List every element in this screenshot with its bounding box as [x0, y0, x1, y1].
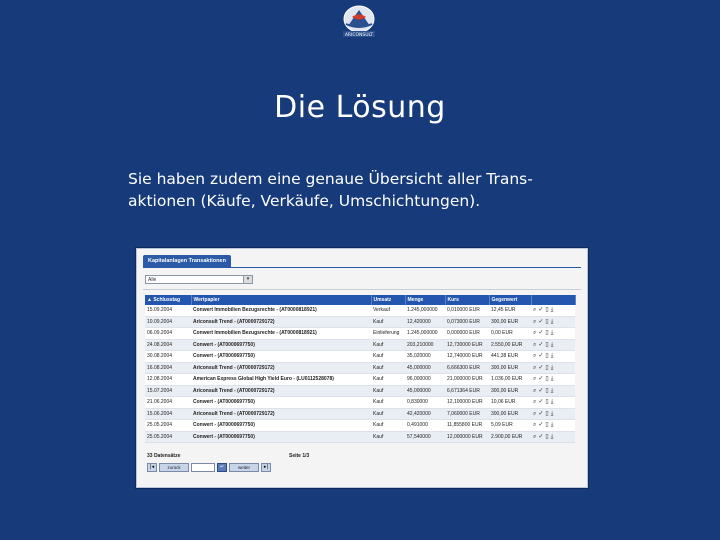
- logo-text: ARICONSULT: [344, 33, 374, 38]
- cell-value: 300,00 EUR: [489, 385, 531, 397]
- document-icon[interactable]: ▯: [545, 433, 549, 440]
- document-icon[interactable]: ▯: [545, 376, 549, 383]
- cell-date: 15.06.2004: [145, 408, 191, 420]
- cell-price: 7,060000 EUR: [445, 408, 489, 420]
- table-row[interactable]: [145, 328, 575, 340]
- document-icon[interactable]: ▯: [545, 422, 549, 429]
- cell-quantity: 42,420000: [405, 408, 445, 420]
- column-header-wertpapier[interactable]: Wertpapier: [191, 295, 371, 305]
- filter-select[interactable]: [145, 275, 253, 284]
- cell-type: Verkauf: [371, 305, 405, 316]
- download-icon[interactable]: ⤓: [550, 376, 554, 383]
- last-page-button[interactable]: ▸|: [261, 463, 271, 472]
- cell-date: 30.08.2004: [145, 351, 191, 363]
- check-icon[interactable]: ✓: [538, 353, 544, 360]
- ariconsult-logo: [334, 4, 384, 40]
- table-row[interactable]: [145, 316, 575, 328]
- magnifier-icon[interactable]: ⌕: [533, 399, 537, 406]
- column-header-actions: [531, 295, 575, 305]
- column-header-kurs[interactable]: Kurs: [445, 295, 489, 305]
- check-icon[interactable]: ✓: [538, 410, 544, 417]
- document-icon[interactable]: ▯: [545, 410, 549, 417]
- magnifier-icon[interactable]: ⌕: [533, 341, 537, 348]
- cell-price: 11,855800 EUR: [445, 420, 489, 432]
- download-icon[interactable]: ⤓: [550, 353, 554, 360]
- cell-type: Kauf: [371, 362, 405, 374]
- document-icon[interactable]: ▯: [545, 307, 549, 314]
- magnifier-icon[interactable]: ⌕: [533, 376, 537, 383]
- cell-quantity: 203,210000: [405, 339, 445, 351]
- cell-price: 12,000000 EUR: [445, 431, 489, 443]
- chevron-down-icon[interactable]: ▾: [243, 276, 252, 283]
- cell-actions: [531, 420, 575, 432]
- table-row[interactable]: [145, 339, 575, 351]
- cell-type: Kauf: [371, 316, 405, 328]
- cell-price: 12,100000 EUR: [445, 397, 489, 409]
- cell-quantity: 96,000000: [405, 374, 445, 386]
- cell-price: 12,740000 EUR: [445, 351, 489, 363]
- slide-text-line-1: Sie haben zudem eine genaue Übersicht aller Trans-: [128, 170, 533, 188]
- cell-type: Kauf: [371, 420, 405, 432]
- cell-price: 21,000000 EUR: [445, 374, 489, 386]
- cell-security: Conwert - (AT0000697750): [191, 339, 371, 351]
- cell-date: 10.09.2004: [145, 316, 191, 328]
- cell-quantity: 1.245,000000: [405, 328, 445, 340]
- document-icon[interactable]: ▯: [545, 330, 549, 337]
- download-icon[interactable]: ⤓: [550, 422, 554, 429]
- divider: [143, 289, 581, 290]
- cell-value: 2.550,00 EUR: [489, 339, 531, 351]
- check-icon[interactable]: ✓: [538, 341, 544, 348]
- transactions-table: [145, 295, 576, 443]
- cell-date: 15.09.2004: [145, 305, 191, 316]
- cell-security: Ariconsult Trend - (AT0000729172): [191, 362, 371, 374]
- cell-actions: [531, 374, 575, 386]
- cell-quantity: 35,020000: [405, 351, 445, 363]
- column-header-menge[interactable]: Menge: [405, 295, 445, 305]
- cell-type: Kauf: [371, 351, 405, 363]
- table-header-row: [145, 295, 575, 305]
- cell-type: Kauf: [371, 408, 405, 420]
- table-row[interactable]: [145, 420, 575, 432]
- table-row[interactable]: [145, 305, 575, 316]
- document-icon[interactable]: ▯: [545, 318, 549, 325]
- cell-security: Ariconsult Trend - (AT0000729172): [191, 316, 371, 328]
- transactions-screenshot: [136, 248, 588, 488]
- cell-security: Ariconsult Trend - (AT0000729172): [191, 385, 371, 397]
- magnifier-icon[interactable]: ⌕: [533, 387, 537, 394]
- page-indicator: Seite 1/3: [289, 453, 310, 459]
- cell-actions: [531, 305, 575, 316]
- magnifier-icon[interactable]: ⌕: [533, 433, 537, 440]
- document-icon[interactable]: ▯: [545, 399, 549, 406]
- check-icon[interactable]: ✓: [538, 330, 544, 337]
- download-icon[interactable]: ⤓: [550, 410, 554, 417]
- cell-value: 12,45 EUR: [489, 305, 531, 316]
- cell-actions: [531, 316, 575, 328]
- cell-actions: [531, 328, 575, 340]
- cell-quantity: 45,000000: [405, 362, 445, 374]
- tab-underline: [143, 267, 581, 268]
- column-header-umsatz[interactable]: Umsatz: [371, 295, 405, 305]
- check-icon[interactable]: ✓: [538, 318, 544, 325]
- magnifier-icon[interactable]: ⌕: [533, 422, 537, 429]
- download-icon[interactable]: ⤓: [550, 433, 554, 440]
- cell-type: Einlieferung: [371, 328, 405, 340]
- cell-security: Conwert Immobilien Bezugsrechte - (AT0000818921): [191, 328, 371, 340]
- first-page-button[interactable]: |◂: [147, 463, 157, 472]
- table-row[interactable]: [145, 408, 575, 420]
- table-row[interactable]: [145, 362, 575, 374]
- filter-selected-value: Alle: [148, 277, 157, 283]
- download-icon[interactable]: ⤓: [550, 330, 554, 337]
- cell-security: Ariconsult Trend - (AT0000729172): [191, 408, 371, 420]
- cell-date: 06.09.2004: [145, 328, 191, 340]
- cell-date: 25.05.2004: [145, 431, 191, 443]
- download-icon[interactable]: ⤓: [550, 318, 554, 325]
- check-icon[interactable]: ✓: [538, 387, 544, 394]
- document-icon[interactable]: ▯: [545, 341, 549, 348]
- table-row[interactable]: [145, 431, 575, 443]
- cell-price: 6,671364 EUR: [445, 385, 489, 397]
- cell-type: Kauf: [371, 431, 405, 443]
- go-to-page-button[interactable]: ↵: [217, 463, 227, 472]
- document-icon[interactable]: ▯: [545, 364, 549, 371]
- record-count: 33 Datensätze: [147, 453, 181, 459]
- cell-date: 12.08.2004: [145, 374, 191, 386]
- cell-price: 0,000000 EUR: [445, 328, 489, 340]
- cell-actions: [531, 408, 575, 420]
- column-header-gegenwert[interactable]: Gegenwert: [489, 295, 531, 305]
- check-icon[interactable]: ✓: [538, 307, 544, 314]
- tab-kapitalanlagen-transaktionen[interactable]: Kapitalanlagen Transaktionen: [143, 255, 231, 267]
- column-header-schlusstag[interactable]: ▲ Schlusstag: [145, 295, 191, 305]
- download-icon[interactable]: ⤓: [550, 387, 554, 394]
- slide-body: [128, 168, 598, 212]
- slide-text-line-2: aktionen (Käufe, Verkäufe, Umschichtungen).: [128, 192, 481, 210]
- cell-date: 16.08.2004: [145, 362, 191, 374]
- cell-price: 12,730000 EUR: [445, 339, 489, 351]
- magnifier-icon[interactable]: ⌕: [533, 318, 537, 325]
- cell-price: 0,010000 EUR: [445, 305, 489, 316]
- cell-type: Kauf: [371, 374, 405, 386]
- cell-security: Conwert - (AT0000697750): [191, 431, 371, 443]
- cell-actions: [531, 351, 575, 363]
- table-row[interactable]: [145, 385, 575, 397]
- cell-type: Kauf: [371, 339, 405, 351]
- magnifier-icon[interactable]: ⌕: [533, 364, 537, 371]
- magnifier-icon[interactable]: ⌕: [533, 410, 537, 417]
- document-icon[interactable]: ▯: [545, 387, 549, 394]
- table-row[interactable]: [145, 374, 575, 386]
- cell-quantity: 0,491000: [405, 420, 445, 432]
- cell-value: 441,38 EUR: [489, 351, 531, 363]
- cell-date: 15.07.2004: [145, 385, 191, 397]
- pagination: [147, 463, 271, 471]
- cell-date: 24.08.2004: [145, 339, 191, 351]
- cell-value: 2.900,00 EUR: [489, 431, 531, 443]
- cell-security: Conwert - (AT0000697750): [191, 420, 371, 432]
- check-icon[interactable]: ✓: [538, 364, 544, 371]
- magnifier-icon[interactable]: ⌕: [533, 330, 537, 337]
- cell-actions: [531, 431, 575, 443]
- page-number-input[interactable]: [191, 463, 215, 472]
- cell-security: American Express Global High Yield Euro - (LU0112528078): [191, 374, 371, 386]
- cell-quantity: 12,420000: [405, 316, 445, 328]
- cell-price: 0,073000 EUR: [445, 316, 489, 328]
- check-icon[interactable]: ✓: [538, 399, 544, 406]
- check-icon[interactable]: ✓: [538, 422, 544, 429]
- table-row[interactable]: [145, 397, 575, 409]
- download-icon[interactable]: ⤓: [550, 399, 554, 406]
- prev-page-button[interactable]: zurück: [159, 463, 189, 472]
- cell-quantity: 45,000000: [405, 385, 445, 397]
- slide-title: Die Lösung: [274, 90, 446, 125]
- cell-actions: [531, 397, 575, 409]
- cell-value: 300,00 EUR: [489, 316, 531, 328]
- cell-value: 1.036,00 EUR: [489, 374, 531, 386]
- cell-quantity: 0,830000: [405, 397, 445, 409]
- cell-date: 21.06.2004: [145, 397, 191, 409]
- cell-date: 25.05.2004: [145, 420, 191, 432]
- cell-value: 5,09 EUR: [489, 420, 531, 432]
- cell-actions: [531, 362, 575, 374]
- cell-actions: [531, 385, 575, 397]
- cell-security: Conwert Immobilien Bezugsrechte - (AT0000818921): [191, 305, 371, 316]
- cell-quantity: 57,540000: [405, 431, 445, 443]
- cell-type: Kauf: [371, 397, 405, 409]
- table-row[interactable]: [145, 351, 575, 363]
- logo-emblem-icon: [334, 4, 384, 40]
- cell-security: Conwert - (AT0000697750): [191, 397, 371, 409]
- magnifier-icon[interactable]: ⌕: [533, 307, 537, 314]
- cell-type: Kauf: [371, 385, 405, 397]
- next-page-button[interactable]: weiter: [229, 463, 259, 472]
- check-icon[interactable]: ✓: [538, 376, 544, 383]
- download-icon[interactable]: ⤓: [550, 341, 554, 348]
- cell-value: 300,00 EUR: [489, 362, 531, 374]
- cell-quantity: 1.245,000000: [405, 305, 445, 316]
- cell-value: 300,00 EUR: [489, 408, 531, 420]
- cell-security: Conwert - (AT0000697750): [191, 351, 371, 363]
- cell-price: 6,666300 EUR: [445, 362, 489, 374]
- download-icon[interactable]: ⤓: [550, 307, 554, 314]
- check-icon[interactable]: ✓: [538, 433, 544, 440]
- cell-value: 0,00 EUR: [489, 328, 531, 340]
- document-icon[interactable]: ▯: [545, 353, 549, 360]
- cell-actions: [531, 339, 575, 351]
- magnifier-icon[interactable]: ⌕: [533, 353, 537, 360]
- cell-value: 10,06 EUR: [489, 397, 531, 409]
- download-icon[interactable]: ⤓: [550, 364, 554, 371]
